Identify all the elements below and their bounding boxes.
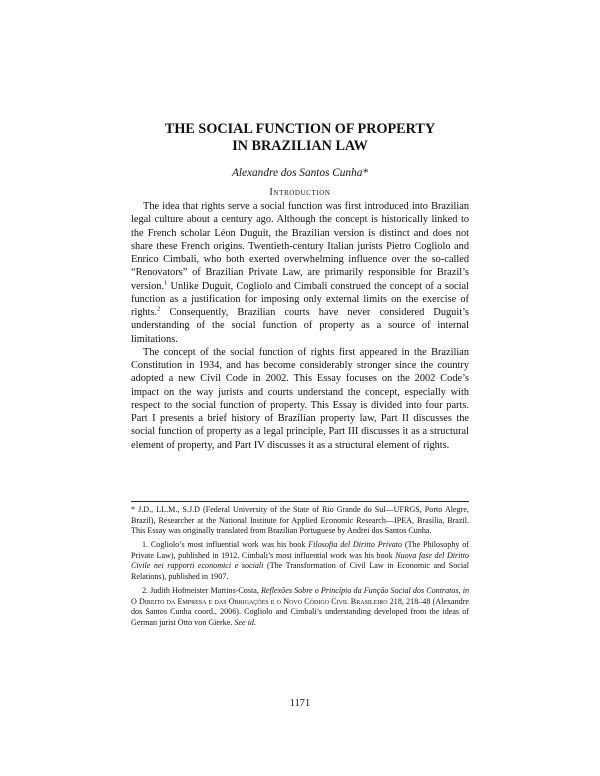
paragraph-text: Unlike Duguit, Cogliolo and Cimbali construed the concept of a social function as a justification for imposing only external limits on the exercise of rights. — [131, 280, 469, 318]
book-title: Filosofia del Diritto Privato — [308, 540, 403, 550]
paragraph-text: The idea that rights serve a social function was first introduced into Brazilian legal culture about a century ago. Although the concept is historically linked to the French scholar Léon Duguit, the Brazilian version is distinct and does not share these French origins. Twentieth-century Italian jurists Pietro Cogliolo and Enrico Cimbali, who both exerted overwhelming influence over the so-called “Renovators” of Brazilian Private Law, are primarily responsible for Brazil’s version. — [131, 201, 469, 292]
footnote-ref-1[interactable]: 1 — [164, 279, 168, 287]
title-line-2: IN BRAZILIAN LAW — [232, 138, 368, 154]
article-title-cited: Reflexões Sobre o Princípio da Função Social dos Contratos — [260, 585, 459, 595]
paragraph-text: Consequently, Brazilian courts have never considered Duguit’s understanding of the social function of property as a source of internal limitations. — [131, 307, 469, 345]
footnote-text: , — [458, 585, 463, 595]
footnote-ref-2[interactable]: 2 — [157, 305, 161, 313]
footnote-text: 1. Cogliolo’s most influential work was his book — [142, 540, 309, 550]
author-name: Alexandre dos Santos Cunha* — [231, 167, 369, 179]
footnote-2 — [131, 586, 469, 628]
footnote-text: (The Transformation of Civil Law in Economic and Social Relations), published in 1907. — [131, 561, 469, 581]
article-title — [100, 121, 500, 155]
footnote-star: * J.D., LL.M., S.J.D (Federal University of the State of Rio Grande do Sul—UFRGS, Porto Alegre, Brazil), Researcher at the National Institute for Applied Economic Research—IPEA, Brasília, Brazil. This Essay was originally translated from Brazilian Portuguese by Andrei dos Santos Cunha. — [131, 505, 469, 536]
footnote-divider — [131, 501, 469, 502]
footnote-text: (The Philosophy of Private Law), published in 1912. Cimbali’s most influential work was his book — [131, 540, 469, 560]
footnote-text: 218, 218–48 (Alexandre dos Santos Cunha coord., 2006). Cogliolo and Cimbali’s understanding developed from the ideas of German jurist Otto von Gierke. — [131, 596, 469, 627]
body-paragraph-2: The concept of the social function of rights first appeared in the Brazilian Constitution in 1934, and has become considerably stronger since the country adopted a new Civil Code in 2002. This Essay focuses on the 2002 Code’s impact on the way jurists and courts understand the concept, especially with respect to the social function of property. This Essay is divided into four parts. Part I presents a brief history of Brazilian property law, Part II discusses the social function of property as a legal principle, Part III discusses it as a structural element of property, and Part IV discusses it as a structural element of rights. — [131, 346, 469, 451]
footnotes — [131, 505, 469, 632]
footnote-1 — [131, 540, 469, 582]
article-body — [131, 200, 469, 452]
title-line-1: THE SOCIAL FUNCTION OF PROPERTY — [164, 121, 436, 137]
page-number: 1171 — [289, 698, 311, 709]
body-paragraph-1 — [131, 200, 469, 346]
book-title: O Direito da Empresa e das Obrigações e o Novo Código Civil Brasileiro — [131, 596, 388, 606]
book-title: Nuova fase del Diritto Civile nei rapporti economici e sociali — [131, 550, 469, 571]
signal-see-id: See id. — [234, 617, 256, 627]
signal-in: in — [462, 585, 470, 595]
section-heading: Introduction — [269, 187, 331, 198]
footnote-text: 2. Judith Hofmeister Martins-Costa, — [142, 585, 261, 595]
